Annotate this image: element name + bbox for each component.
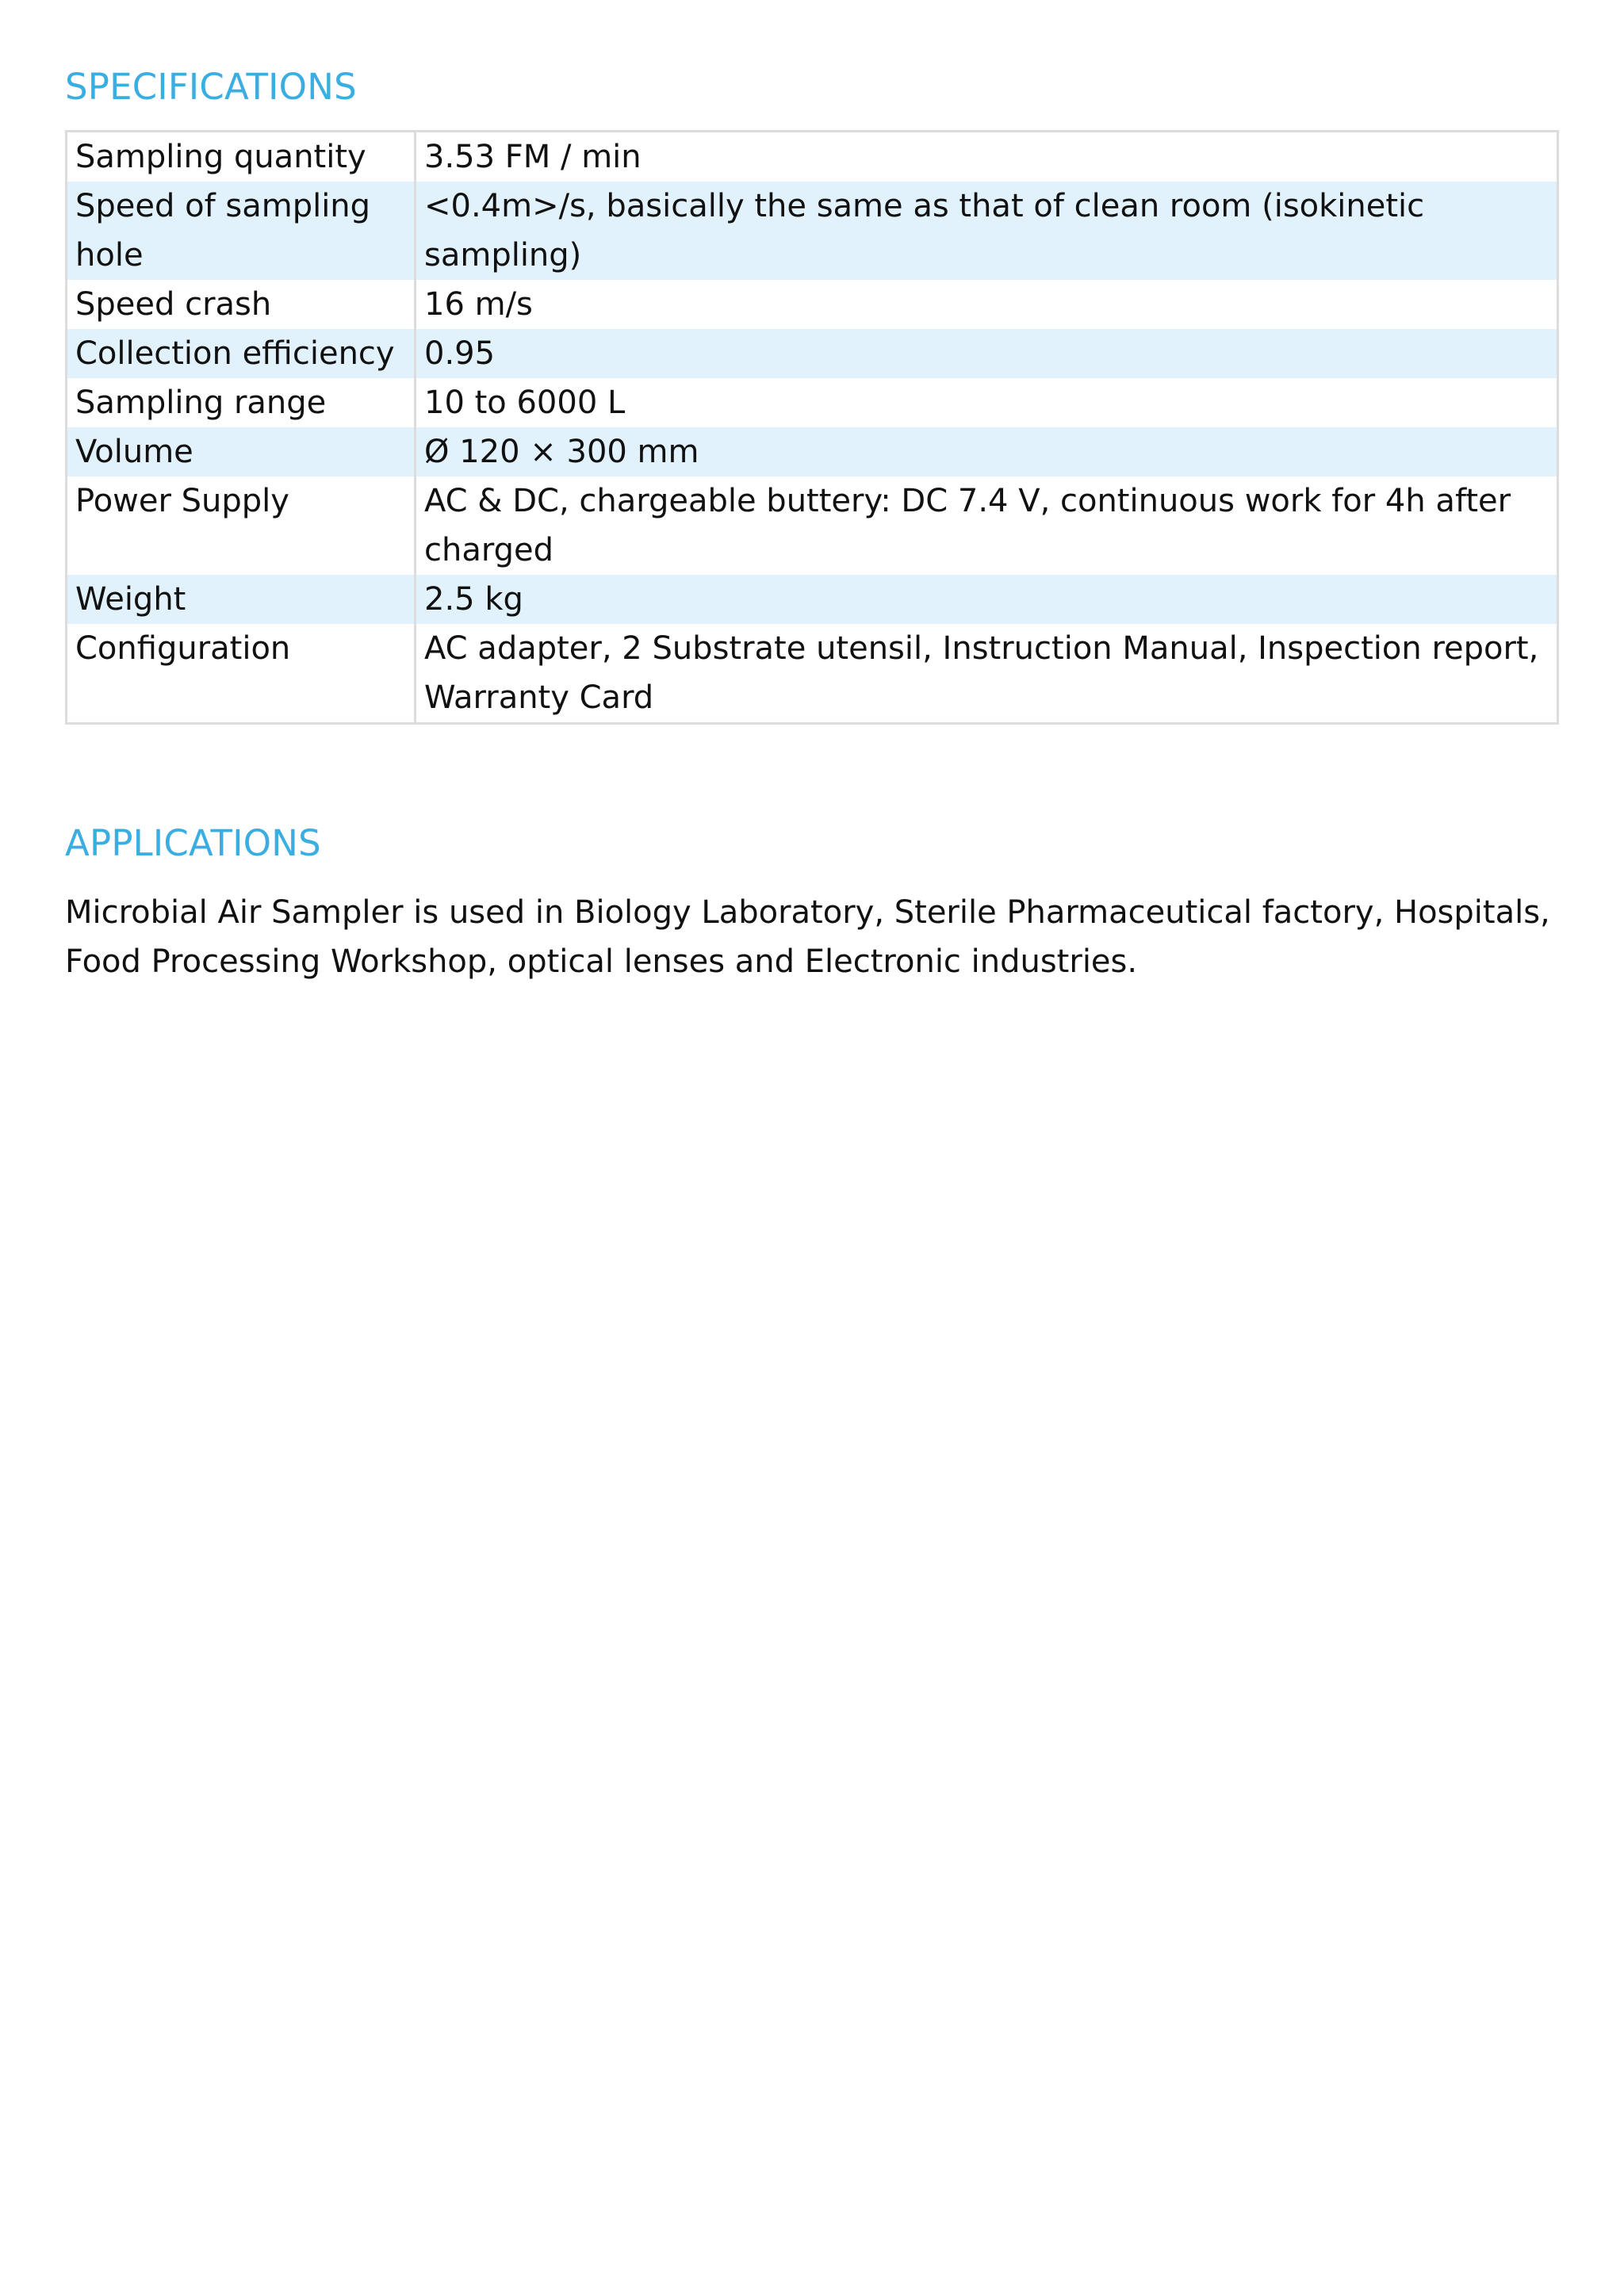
table-row [67, 182, 1558, 280]
table-row [67, 280, 1558, 329]
table-row [67, 378, 1558, 427]
spec-label: Collection efficiency [67, 329, 416, 378]
spec-label: Speed crash [67, 280, 416, 329]
spec-value: 3.53 FM / min [424, 139, 642, 175]
spec-label: Speed of sampling hole [67, 182, 416, 280]
spec-value: 16 m/s [424, 286, 533, 323]
specifications-heading: SPECIFICATIONS [65, 66, 357, 108]
spec-label: Weight [67, 575, 416, 624]
spec-value: 10 to 6000 L [424, 385, 626, 421]
table-row [67, 132, 1558, 182]
table-row [67, 575, 1558, 624]
table-row [67, 427, 1558, 476]
applications-paragraph: Microbial Air Sampler is used in Biology Laboratory, Sterile Pharmaceutical factory, Hospitals, Food Processing Workshop, optical lenses and Electronic industries. [65, 894, 1550, 980]
spec-value: AC & DC, chargeable buttery: DC 7.4 V, continuous work for 4h after charged [424, 483, 1511, 568]
spec-value: 0.95 [416, 329, 1558, 378]
spec-label: Configuration [67, 624, 416, 724]
spec-value: Ø 120 × 300 mm [416, 427, 1558, 476]
spec-label: Power Supply [67, 476, 416, 575]
applications-heading: APPLICATIONS [65, 822, 321, 864]
spec-label: Sampling quantity [67, 132, 416, 182]
table-row [67, 329, 1558, 378]
spec-value: <0.4m>/s, basically the same as that of clean room (isokinetic sampling) [416, 182, 1558, 280]
specifications-table [65, 130, 1559, 725]
spec-label: Volume [67, 427, 416, 476]
spec-label: Sampling range [67, 378, 416, 427]
spec-value: 2.5 kg [416, 575, 1558, 624]
table-row [67, 476, 1558, 575]
spec-value: AC adapter, 2 Substrate utensil, Instruction Manual, Inspection report, Warranty Card [424, 630, 1539, 716]
table-row [67, 624, 1558, 724]
